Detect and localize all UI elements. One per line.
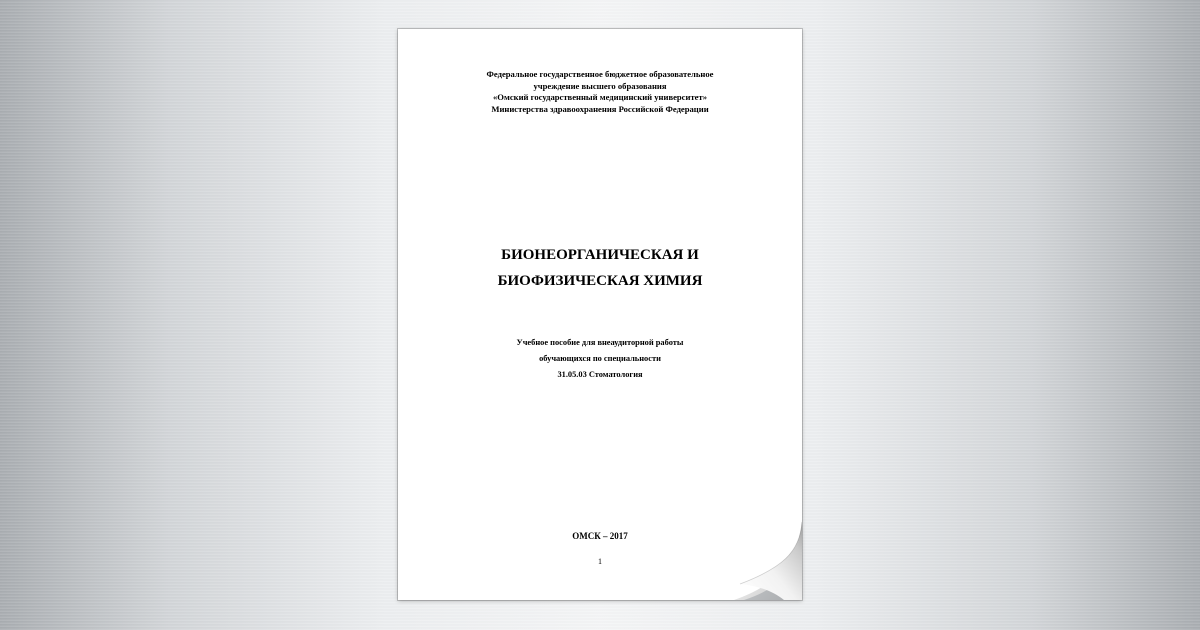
page-number: 1 xyxy=(598,557,602,566)
document-title-line: БИОФИЗИЧЕСКАЯ ХИМИЯ xyxy=(497,273,703,289)
document-subtitle-line: обучающихся по специальности xyxy=(539,354,661,363)
document-title xyxy=(398,242,802,294)
organization-header-line: «Омский государственный медицинский университет» xyxy=(493,92,707,102)
city-year: ОМСК – 2017 xyxy=(572,531,628,541)
document-subtitle-line: Учебное пособие для внеаудиторной работы xyxy=(516,338,684,347)
organization-header xyxy=(398,69,802,115)
organization-header-line: Министерства здравоохранения Российской Федерации xyxy=(491,103,709,114)
page-curl-icon xyxy=(712,480,802,600)
document-page xyxy=(398,29,802,600)
document-subtitle xyxy=(398,335,802,383)
organization-header-line: учреждение высшего образования xyxy=(533,80,667,91)
document-subtitle-line: 31.05.03 Стоматология xyxy=(557,370,643,379)
organization-header-line: Федеральное государственное бюджетное образовательное xyxy=(486,69,714,79)
document-title-line: БИОНЕОРГАНИЧЕСКАЯ И xyxy=(501,247,699,263)
